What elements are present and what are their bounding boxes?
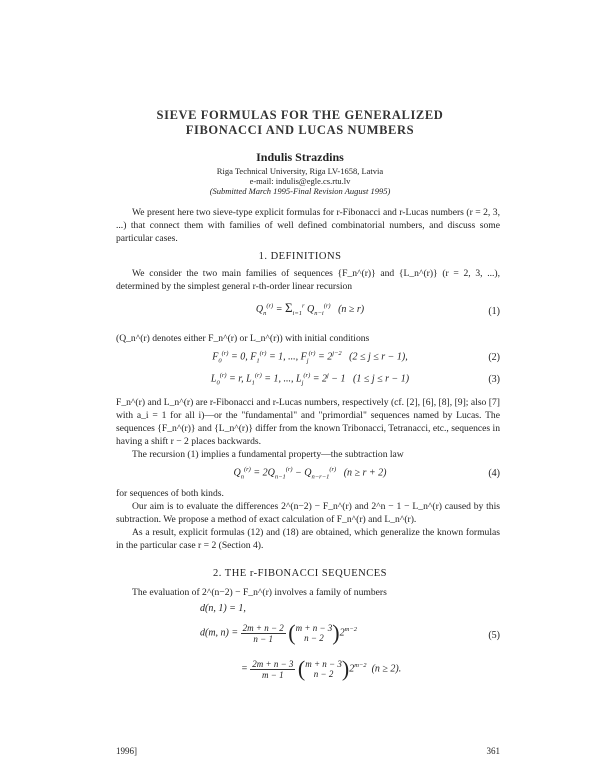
equation-4: $Q_n^{(r)} = 2Q_{n-1}^{(r)} - Q_{n-r-1}^{(r)}$ (n ≥ r + 2) <box>233 466 387 481</box>
footer-date: 1996] <box>116 746 137 756</box>
page-number: 361 <box>486 746 500 756</box>
equation-2: $F_0^{(r)} = 0$, $F_1^{(r)} = 1$, ..., $F_j^{(r)} = 2^{j-2}$ (2 ≤ j ≤ r − 1), <box>212 350 408 365</box>
submission-dates: (Submitted March 1995-Final Revision August 1995) <box>209 186 391 196</box>
section-2-heading: 2. THE r-FIBONACCI SEQUENCES <box>212 568 388 579</box>
equation-3: $L_0^{(r)} = r$, $L_1^{(r)} = 1$, ..., $L_j^{(r)} = 2^j - 1$ (1 ≤ j ≤ r − 1) <box>210 372 410 387</box>
abstract: We present here two sieve-type explicit formulas for r-Fibonacci and r-Lucas numbers (r = 2, 3, ...) that connect them with families of well defined combinatorial numbers, and discuss some particular cases. <box>116 207 500 244</box>
paragraph-both-kinds: for sequences of both kinds. <box>116 488 224 499</box>
equation-5-line-1: d(n, 1) = 1, <box>200 603 246 614</box>
author-email: e-mail: indulis@egle.cs.rtu.lv <box>249 176 351 186</box>
equation-1-number: (1) <box>488 306 500 317</box>
paper-title-line-2: FIBONACCI AND LUCAS NUMBERS <box>185 123 415 137</box>
paragraph-initial-conditions: (Q_n^(r) denotes either F_n^(r) or L_n^(r)) with initial conditions <box>116 333 370 344</box>
paragraph-evaluation: The evaluation of 2^(n−2) − F_n^(r) involves a family of numbers <box>132 587 387 598</box>
equation-1: $Q_n^{(r)} = \Sigma_{i=1}^r$ $Q_{n-i}^{(r)}$ (n ≥ r) <box>255 300 365 317</box>
equation-5-line-3: = $\frac{2m + n - 3}{m - 1}$ (m + n − 3 n − 2 )$2^{m-2}$ (n ≥ 2). <box>241 656 402 681</box>
equation-3-number: (3) <box>488 374 500 385</box>
equation-2-number: (2) <box>488 352 500 363</box>
paragraph-definitions: We consider the two main families of sequences {F_n^(r)} and {L_n^(r)} (r = 2, 3, ...), determined by the simplest general r-th-order linear recursion <box>116 268 500 292</box>
paragraph-aim: Our aim is to evaluate the differences 2^(n−2) − F_n^(r) and 2^n − 1 − L_n^(r) caused by this subtraction. We propose a method of exact calculation of F_n^(r) and L_n^(r). <box>116 501 500 525</box>
paragraph-fibonacci-lucas: F_n^(r) and L_n^(r) are r-Fibonacci and r-Lucas numbers, respectively (cf. [2], [6], [8], [9]; also [7] with a_i = 1 for all i)—or the "fundamental" and "primordial" sequences named by Lucas. The sequences {F_n^(r)} and {L_n^(r)} differ from the known Tribonacci, Tetranacci, etc., sequences in having a shift r − 2 places backwards. <box>116 397 500 447</box>
paragraph-result: As a result, explicit formulas (12) and (18) are obtained, which generalize the known formulas in the particular case r = 2 (Section 4). <box>116 527 500 551</box>
author-name: Indulis Strazdins <box>256 150 344 164</box>
equation-4-number: (4) <box>488 468 500 479</box>
paragraph-subtraction-law: The recursion (1) implies a fundamental property—the subtraction law <box>132 449 404 460</box>
author-affiliation: Riga Technical University, Riga LV-1658, Latvia <box>216 166 384 176</box>
equation-5-number: (5) <box>488 630 500 641</box>
equation-5-line-2: d(m, n) = $\frac{2m + n - 2}{n - 1}$ (m + n − 3 n − 2 )$2^{m-2}$ <box>200 620 357 645</box>
paper-title-line-1: SIEVE FORMULAS FOR THE GENERALIZED <box>156 108 444 122</box>
section-1-heading: 1. DEFINITIONS <box>258 251 342 262</box>
